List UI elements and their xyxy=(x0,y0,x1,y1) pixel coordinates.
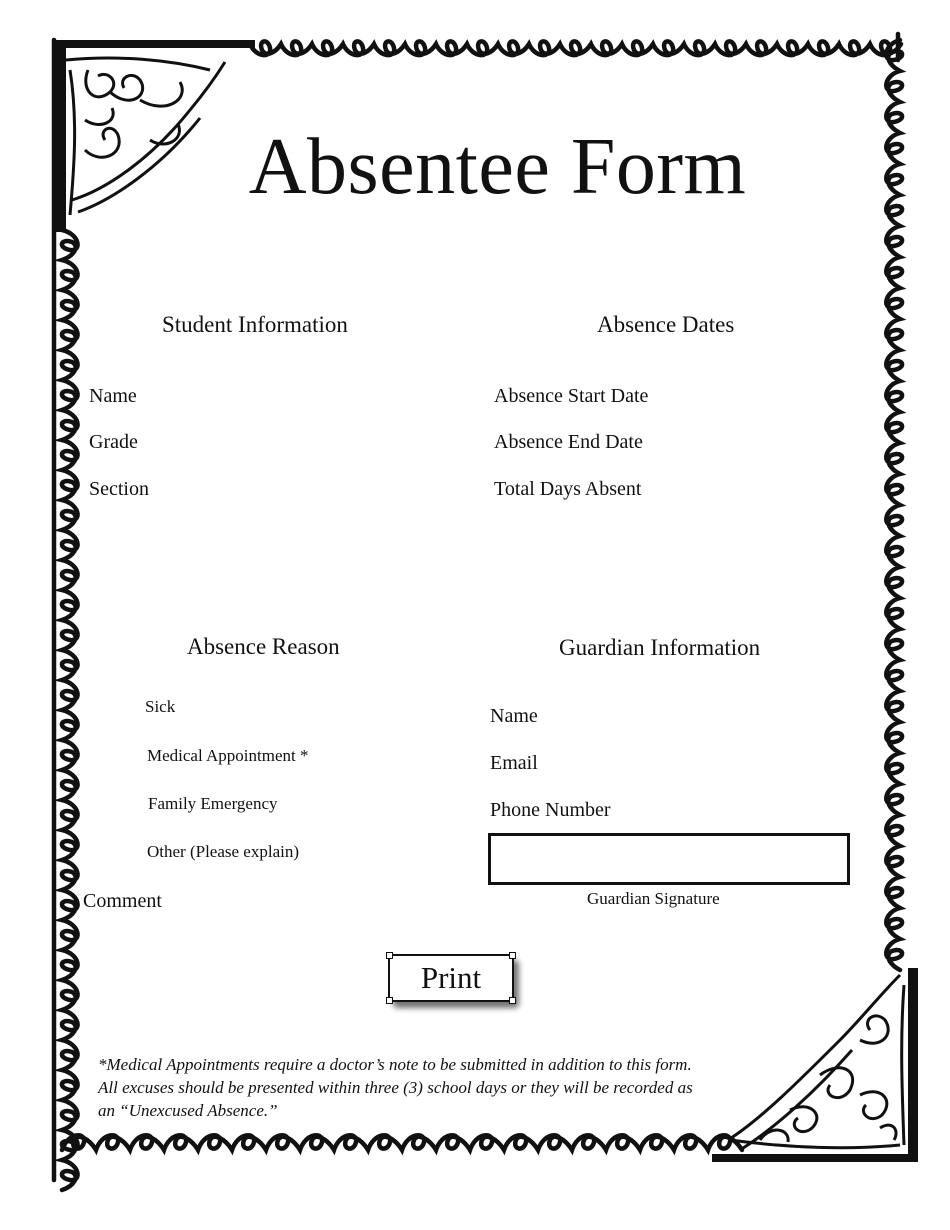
guardian-signature-caption: Guardian Signature xyxy=(587,889,720,908)
student-grade-field[interactable]: Grade xyxy=(89,431,138,453)
absence-start-date-field[interactable]: Absence Start Date xyxy=(494,385,649,407)
print-button-corner-icon xyxy=(509,997,516,1004)
student-section-field[interactable]: Section xyxy=(89,478,149,500)
footnote-line: an “Unexcused Absence.” xyxy=(98,1101,278,1120)
print-button-corner-icon xyxy=(386,997,393,1004)
guardian-email-field[interactable]: Email xyxy=(490,752,538,774)
absence-dates-heading: Absence Dates xyxy=(597,312,735,337)
form-title: Absentee Form xyxy=(248,123,747,211)
footnote-line: All excuses should be presented within three (3) school days or they will be recorded as xyxy=(98,1078,693,1097)
student-information-heading: Student Information xyxy=(162,312,348,337)
student-name-field[interactable]: Name xyxy=(89,385,137,407)
guardian-phone-number-field[interactable]: Phone Number xyxy=(490,799,611,821)
reason-option-medical-appointment[interactable]: Medical Appointment * xyxy=(147,746,309,765)
reason-option-family-emergency[interactable]: Family Emergency xyxy=(148,794,278,813)
print-button-corner-icon xyxy=(509,952,516,959)
print-button-corner-icon xyxy=(386,952,393,959)
guardian-name-field[interactable]: Name xyxy=(490,705,538,727)
absence-reason-heading: Absence Reason xyxy=(187,634,340,659)
total-days-absent-field[interactable]: Total Days Absent xyxy=(494,478,642,500)
reason-option-sick[interactable]: Sick xyxy=(145,697,176,716)
comment-field[interactable]: Comment xyxy=(83,890,162,912)
footnote xyxy=(98,1053,768,1122)
footnote-line: *Medical Appointments require a doctor’s note to be submitted in addition to this form. xyxy=(98,1055,692,1074)
guardian-information-heading: Guardian Information xyxy=(559,635,761,660)
print-button-label: Print xyxy=(420,960,482,995)
absence-end-date-field[interactable]: Absence End Date xyxy=(494,431,643,453)
reason-option-other[interactable]: Other (Please explain) xyxy=(147,842,299,861)
guardian-signature-box[interactable] xyxy=(488,833,850,885)
print-button[interactable] xyxy=(388,954,514,1002)
